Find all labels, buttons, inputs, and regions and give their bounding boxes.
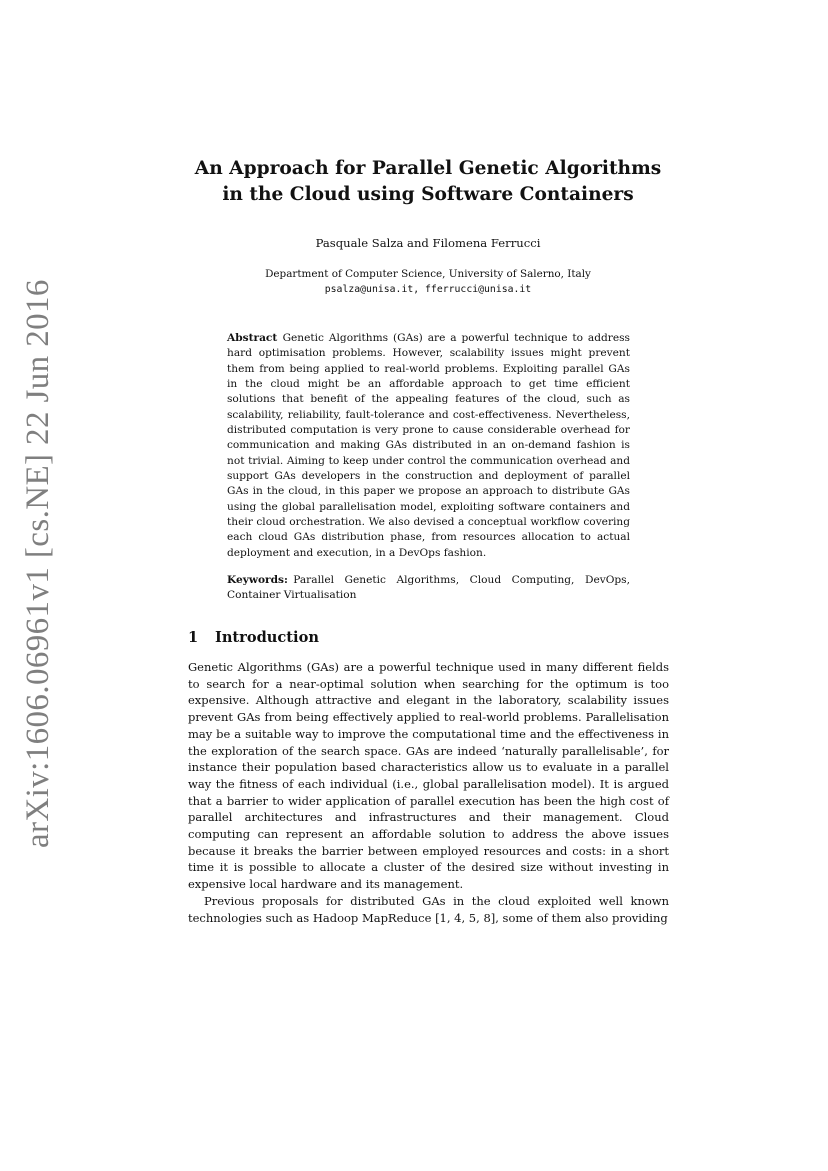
abstract-block <box>227 331 630 561</box>
paper-authors: Pasquale Salza and Filomena Ferrucci <box>315 236 541 250</box>
body-paragraph-1: Genetic Algorithms (GAs) are a powerful technique used in many different fields to search for a near-optimal solution when searching for the optimum is too expensive. Although attractive and elegant in the laboratory, scalability issues prevent GAs from being effectively applied to real-world problems. Parallelisation may be a suitable way to improve the computational time and the effectiveness in the exploration of the search space. GAs are indeed ‘naturally parallelisable’, for instance their population based characteristics allow us to evaluate in a parallel way the fitness of each individual (i.e., global parallelisation model). It is argued that a barrier to wider application of parallel execution has been the high cost of parallel architectures and infrastructures and their management. Cloud computing can represent an affordable solution to address the above issues because it breaks the barrier between employed resources and costs: in a short time it is possible to allocate a cluster of the desired size without investing in expensive local hardware and its management. <box>188 660 669 892</box>
paper-affiliation: Department of Computer Science, University of Salerno, Italy <box>265 268 591 280</box>
introduction-body <box>188 659 669 926</box>
section-number: 1 <box>188 629 199 646</box>
arxiv-identifier-stamp: arXiv:1606.06961v1 [cs.NE] 22 Jun 2016 <box>20 279 56 848</box>
paper-title-line-1: An Approach for Parallel Genetic Algorithms <box>194 158 662 179</box>
section-title: Introduction <box>215 629 319 646</box>
author-emails: psalza@unisa.it, fferrucci@unisa.it <box>324 284 532 295</box>
keywords-label: Keywords: <box>227 574 288 586</box>
paper-title <box>150 156 706 208</box>
body-paragraph-2: Previous proposals for distributed GAs in the cloud exploited well known technologies such as Hadoop MapReduce [1, 4, 5, 8], some of them also providing <box>188 893 669 925</box>
abstract-text: Genetic Algorithms (GAs) are a powerful technique to address hard optimisation problems. However, scalability issues might prevent them from being applied to real-world problems. Exploiting parallel GAs in the cloud might be an affordable approach to get time efficient solutions that benefit of the appealing features of the cloud, such as scalability, reliability, fault-tolerance and cost-effectiveness. Nevertheless, distributed computation is very prone to cause considerable overhead for communication and making GAs distributed in an on-demand fashion is not trivial. Aiming to keep under control the communication overhead and support GAs developers in the construction and deployment of parallel GAs in the cloud, in this paper we propose an approach to distribute GAs using the global parallelisation model, exploiting software containers and their cloud orchestration. We also devised a conceptual workflow covering each cloud GAs distribution phase, from resources allocation to actual deployment and execution, in a DevOps fashion. <box>227 332 630 559</box>
keywords-block <box>227 573 630 604</box>
keywords-text: Parallel Genetic Algorithms, Cloud Computing, DevOps, Container Virtualisation <box>227 574 630 602</box>
section-heading-introduction <box>188 628 319 648</box>
abstract-label: Abstract <box>227 332 278 344</box>
paper-title-line-2: in the Cloud using Software Containers <box>222 184 634 205</box>
